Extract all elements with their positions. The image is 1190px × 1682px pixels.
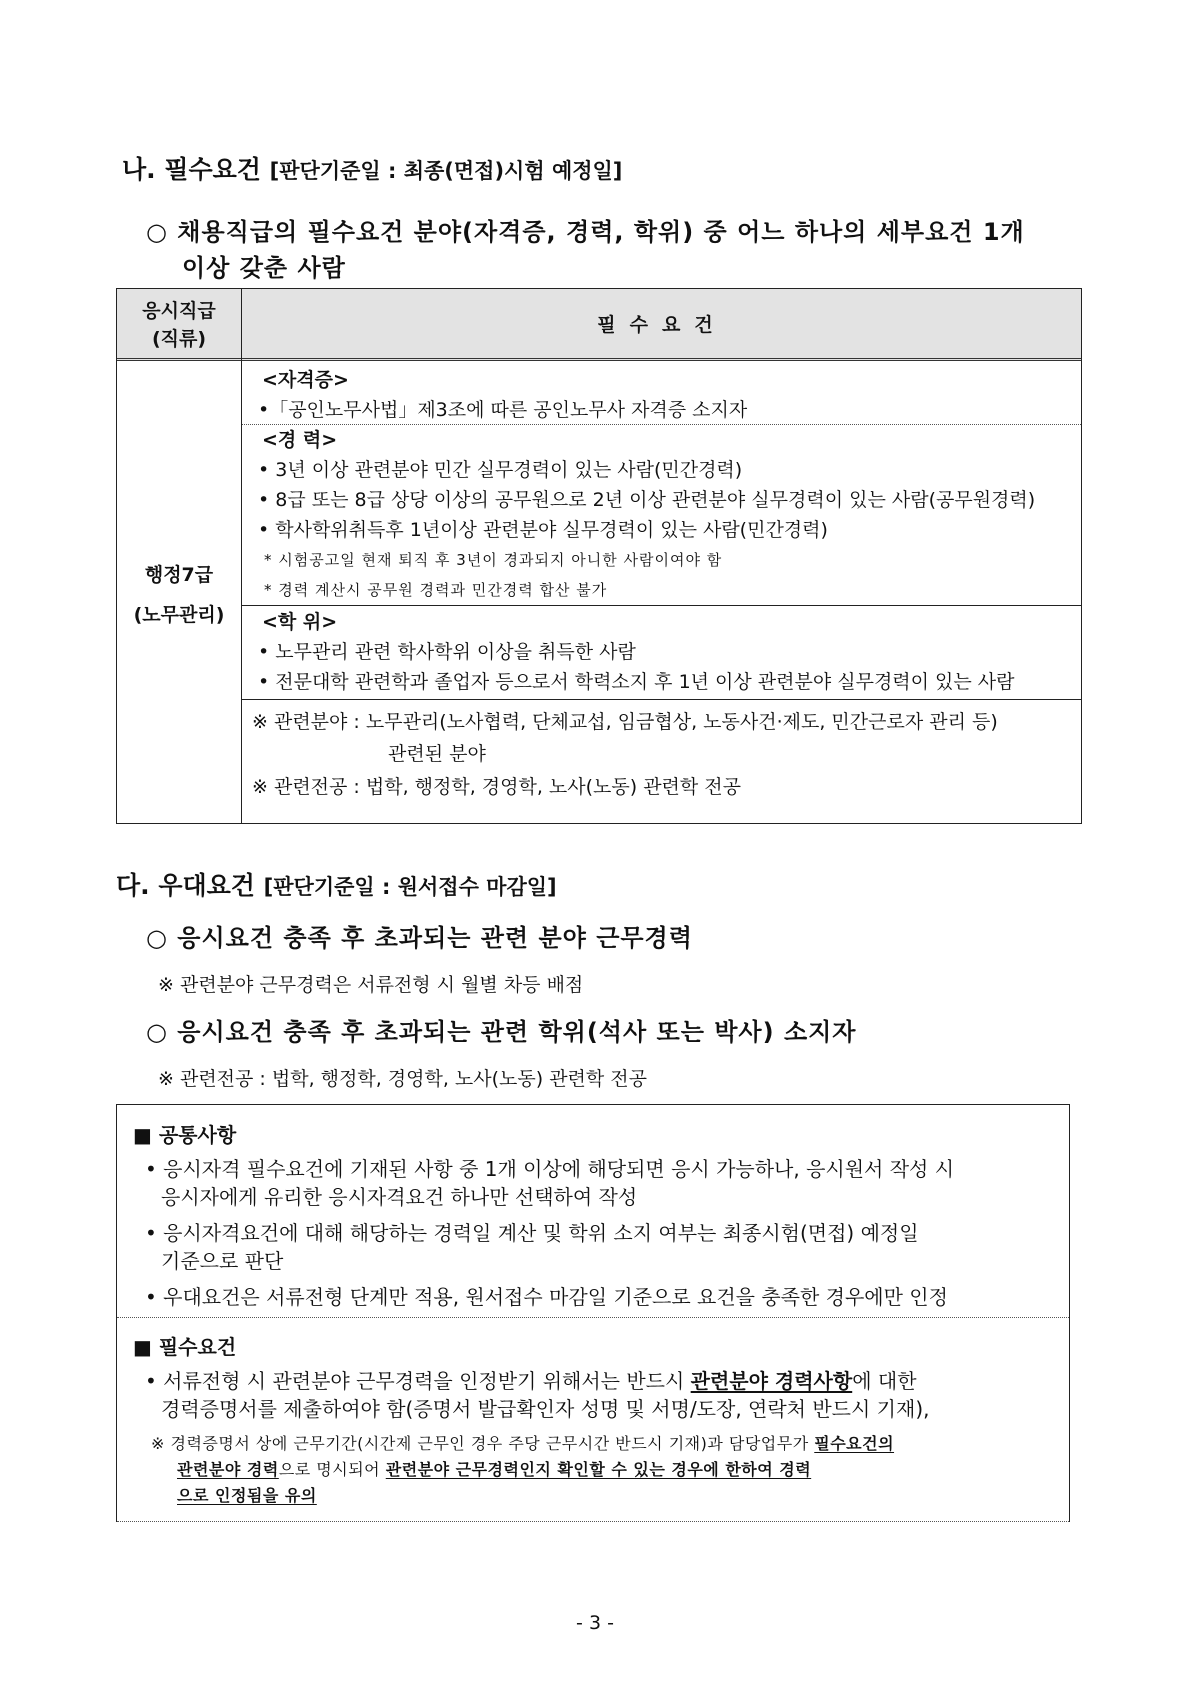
required-line1 bbox=[145, 1367, 917, 1395]
required-note-line3: 으로 인정됨을 유의 bbox=[177, 1486, 317, 1505]
page-number: - 3 - bbox=[576, 1612, 614, 1634]
required-note-line2-emphasis: 관련분야 경력 bbox=[177, 1460, 279, 1479]
section-da-criteria: [판단기준일 : 원서접수 마감일] bbox=[263, 875, 557, 899]
career-item: • 3년 이상 관련분야 민간 실무경력이 있는 사람(민간경력) bbox=[258, 459, 743, 481]
career-item: • 학사학위취득후 1년이상 관련분야 실무경력이 있는 사람(민간경력) bbox=[258, 519, 828, 541]
grade-line1: 행정7급 bbox=[144, 564, 214, 586]
degree-tag: <학 위> bbox=[262, 611, 338, 633]
degree-item: • 전문대학 관련학과 졸업자 등으로서 학력소지 후 1년 이상 관련분야 실무경력이 있는 사람 bbox=[258, 671, 1015, 693]
related-field-line1: ※ 관련분야 : 노무관리(노사협력, 단체교섭, 임금협상, 노동사건·제도, 민간근로자 관리 등) bbox=[252, 711, 998, 733]
section-da-bullet1: ○ 응시요건 충족 후 초과되는 관련 분야 근무경력 bbox=[146, 924, 693, 952]
required-note-line2-emphasis2: 관련분야 근무경력인지 확인할 수 있는 경우에 한하여 경력 bbox=[385, 1460, 812, 1479]
related-block bbox=[242, 705, 1081, 823]
cert-block bbox=[242, 365, 1081, 425]
common-item-cont: 응시자에게 유리한 응시자격요건 하나만 선택하여 작성 bbox=[161, 1185, 638, 1209]
required-line1-emphasis: 관련분야 경력사항 bbox=[690, 1369, 853, 1393]
cert-tag: <자격증> bbox=[262, 369, 349, 391]
degree-block bbox=[242, 607, 1081, 700]
required-note-line1 bbox=[151, 1431, 894, 1456]
common-item: • 응시자격 필수요건에 기재된 사항 중 1개 이상에 해당되면 응시 가능하나, 응시원서 작성 시 bbox=[145, 1157, 955, 1181]
career-item: • 8급 또는 8급 상당 이상의 공무원으로 2년 이상 관련분야 실무경력이 있는 사람(공무원경력) bbox=[258, 489, 1036, 511]
header-grade-cell bbox=[117, 297, 241, 353]
header-requirements-cell: 필수요건 bbox=[597, 314, 727, 336]
section-da-bullet2: ○ 응시요건 충족 후 초과되는 관련 학위(석사 또는 박사) 소지자 bbox=[146, 1018, 857, 1046]
common-item-cont: 기준으로 판단 bbox=[161, 1249, 284, 1273]
common-item: • 응시자격요건에 대해 해당하는 경력일 계산 및 학위 소지 여부는 최종시험(면접) 예정일 bbox=[145, 1221, 919, 1245]
career-block bbox=[242, 425, 1081, 606]
related-major: ※ 관련전공 : 법학, 행정학, 경영학, 노사(노동) 관련학 전공 bbox=[252, 776, 742, 798]
box-divider bbox=[117, 1317, 1069, 1318]
requirements-table bbox=[116, 288, 1082, 824]
section-da-note1: ※ 관련분야 근무경력은 서류전형 시 월별 차등 배점 bbox=[158, 974, 584, 996]
box-bottom-border bbox=[117, 1521, 1069, 1522]
career-note: * 시험공고일 현재 퇴직 후 3년이 경과되지 아니한 사람이여야 함 bbox=[264, 551, 723, 569]
common-heading: ■ 공통사항 bbox=[133, 1123, 237, 1147]
section-na-bullet-line1: ○ 채용직급의 필수요건 분야(자격증, 경력, 학위) 중 어느 하나의 세부요건 1개 bbox=[146, 218, 1025, 246]
section-na-heading bbox=[122, 150, 622, 186]
common-item: • 우대요건은 서류전형 단계만 적용, 원서접수 마감일 기준으로 요건을 충족한 경우에만 인정 bbox=[145, 1285, 948, 1309]
grade-line2: (노무관리) bbox=[133, 604, 225, 626]
notice-box bbox=[116, 1104, 1070, 1522]
career-note: * 경력 계산시 공무원 경력과 민간경력 합산 불가 bbox=[264, 581, 608, 599]
header-grade-line1: 응시직급 bbox=[142, 300, 216, 322]
required-line2: 경력증명서를 제출하여야 함(증명서 발급확인자 성명 및 서명/도장, 연락처 반드시 기재), bbox=[161, 1397, 930, 1421]
required-note-line2-text: 으로 명시되어 bbox=[278, 1460, 381, 1479]
required-heading: ■ 필수요건 bbox=[133, 1335, 237, 1359]
related-field-line2: 관련된 분야 bbox=[388, 743, 486, 765]
section-na-criteria: [판단기준일 : 최종(면접)시험 예정일] bbox=[269, 159, 623, 183]
required-line1-tail: 에 대한 bbox=[852, 1369, 917, 1393]
required-note-line1-emphasis: 필수요건의 bbox=[814, 1434, 895, 1453]
required-line1-text: • 서류전형 시 관련분야 근무경력을 인정받기 위해서는 반드시 bbox=[145, 1369, 685, 1393]
grade-cell bbox=[117, 555, 241, 635]
header-grade-line2: (직류) bbox=[151, 328, 207, 350]
section-na-bullet-line2: 이상 갖춘 사람 bbox=[182, 254, 346, 282]
required-note-line2 bbox=[177, 1457, 811, 1482]
required-note-line1-text: ※ 경력증명서 상에 근무기간(시간제 근무인 경우 주당 근무시간 반드시 기재)과 담당업무가 bbox=[151, 1434, 809, 1453]
cert-item: •「공인노무사법」제3조에 따른 공인노무사 자격증 소지자 bbox=[258, 399, 748, 421]
section-da-heading bbox=[116, 866, 557, 902]
section-da-note2: ※ 관련전공 : 법학, 행정학, 경영학, 노사(노동) 관련학 전공 bbox=[158, 1068, 648, 1090]
section-da-title: 다. 우대요건 bbox=[116, 871, 255, 900]
section-na-title: 나. 필수요건 bbox=[122, 155, 261, 184]
degree-item: • 노무관리 관련 학사학위 이상을 취득한 사람 bbox=[258, 641, 636, 663]
career-tag: <경 력> bbox=[262, 429, 338, 451]
